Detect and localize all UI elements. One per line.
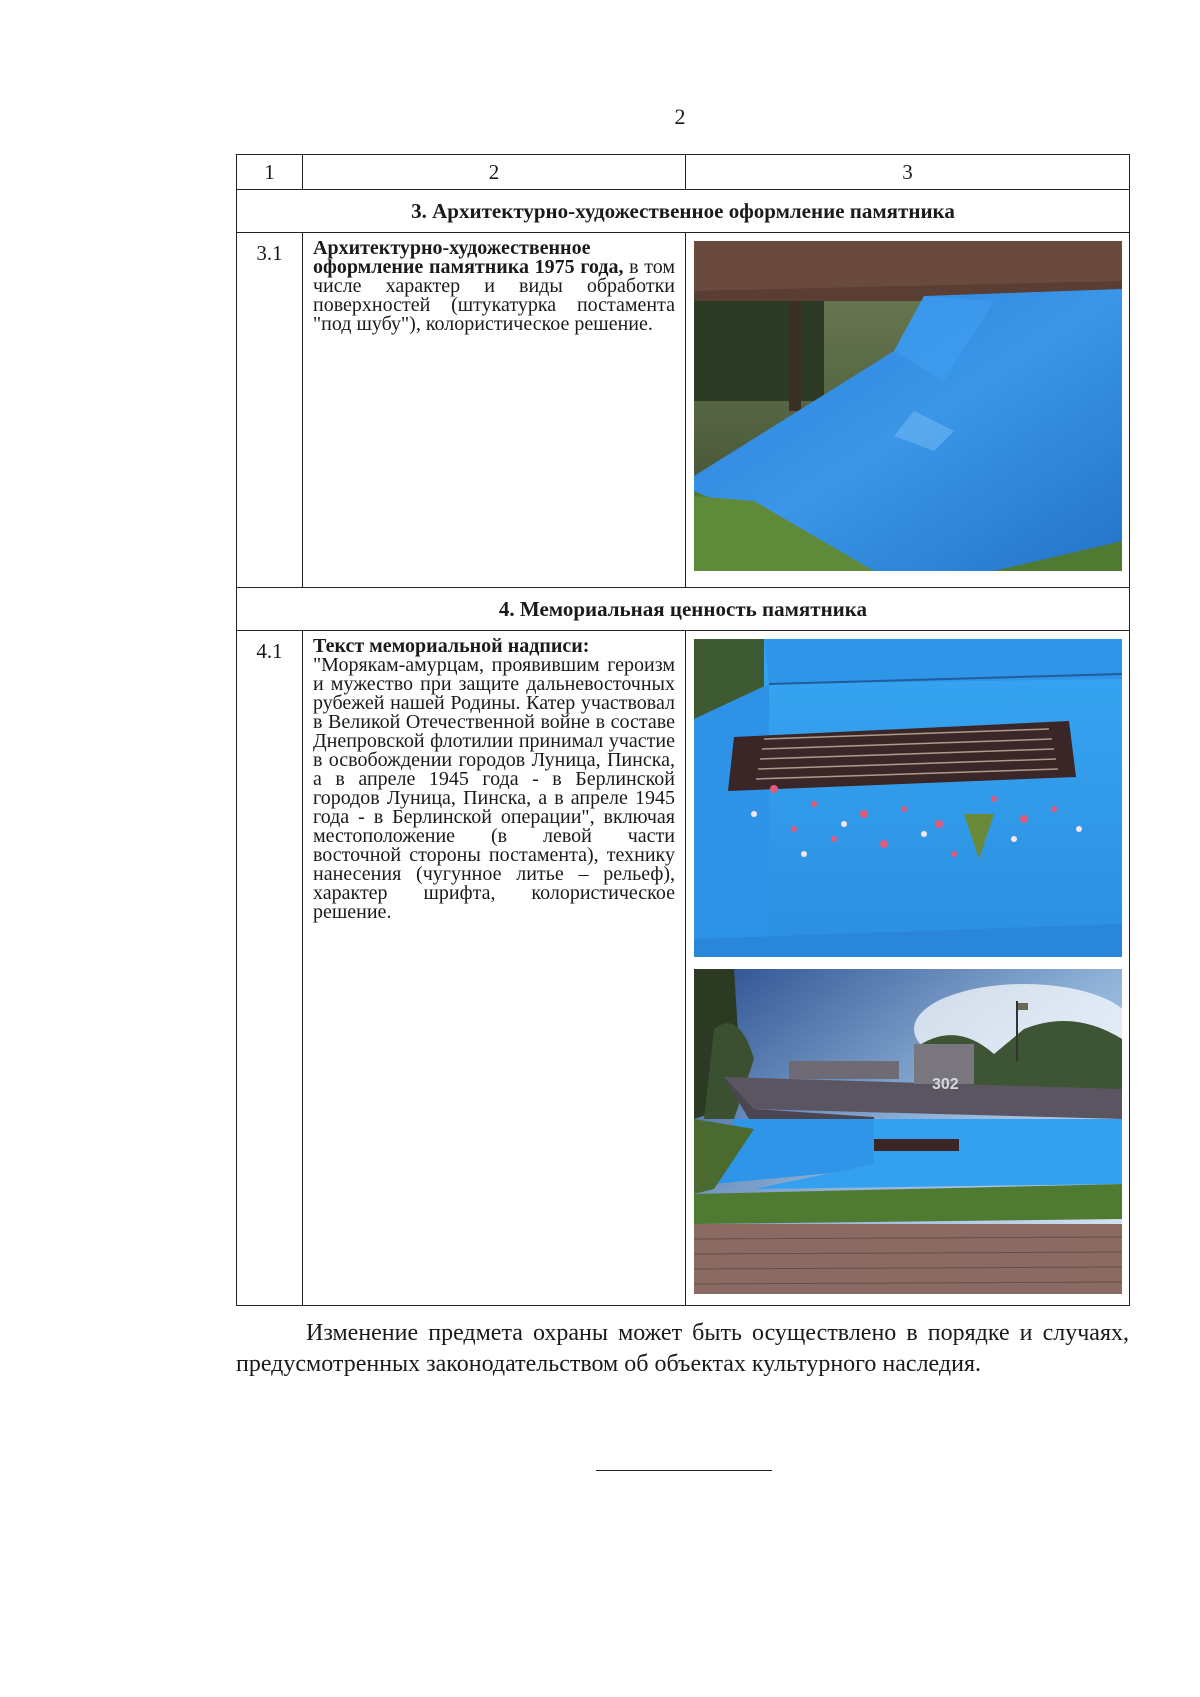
column-number-2: 2 <box>303 155 686 190</box>
boat-number-label: 302 <box>932 1076 959 1093</box>
table-row <box>237 631 1130 1306</box>
photo-cell <box>686 631 1130 1306</box>
section-heading-3: 3. Архитектурно-художественное оформление памятника <box>237 190 1130 233</box>
footer-paragraph: Изменение предмета охраны может быть осуществлено в порядке и случаях, предусмотренных законодательством об объектах культурного наследия. <box>236 1320 1129 1377</box>
table-row <box>237 233 1130 588</box>
memorial-plaque-photo <box>694 639 1122 957</box>
column-number-1: 1 <box>237 155 303 190</box>
section-heading-row <box>237 588 1130 631</box>
photo-cell <box>686 233 1130 588</box>
row-description-bold: Архитектурно-художественное оформление памятника 1975 года, <box>313 237 624 278</box>
pedestal-photo <box>694 241 1122 571</box>
section-heading-4: 4. Мемориальная ценность памятника <box>237 588 1130 631</box>
row-description <box>303 631 686 1306</box>
page-number: 2 <box>674 104 686 129</box>
boat-monument-photo <box>694 969 1122 1294</box>
row-description-text: "Морякам-амурцам, проявившим героизм и мужество при защите дальневосточных рубежей нашей Родины. Катер участвовал в Великой Отечественной войне в составе Днепровской флотилии принимал участие в освобождении городов Луница, Пинска, а в апреле 1945 года - в Берлинской городов Луница, Пинска, а в апреле 1945 года - в Берлинской операции", включая местоположение (в левой части восточной стороны постамента), технику нанесения (чугунное литье – рельеф), характер шрифта, колористическое решение. <box>313 654 675 923</box>
row-number: 4.1 <box>237 631 303 1306</box>
section-heading-row <box>237 190 1130 233</box>
row-description <box>303 233 686 588</box>
row-number: 3.1 <box>237 233 303 588</box>
row-description-bold: Текст мемориальной надписи: <box>313 635 590 657</box>
row-description-text: в том числе характер и виды обработки поверхностей (штукатурка постамента "под шубу"), колористическое решение. <box>313 256 675 335</box>
column-number-3: 3 <box>686 155 1130 190</box>
table-header-row <box>237 155 1130 190</box>
protection-subject-table <box>236 154 1130 1306</box>
end-divider <box>596 1470 772 1471</box>
